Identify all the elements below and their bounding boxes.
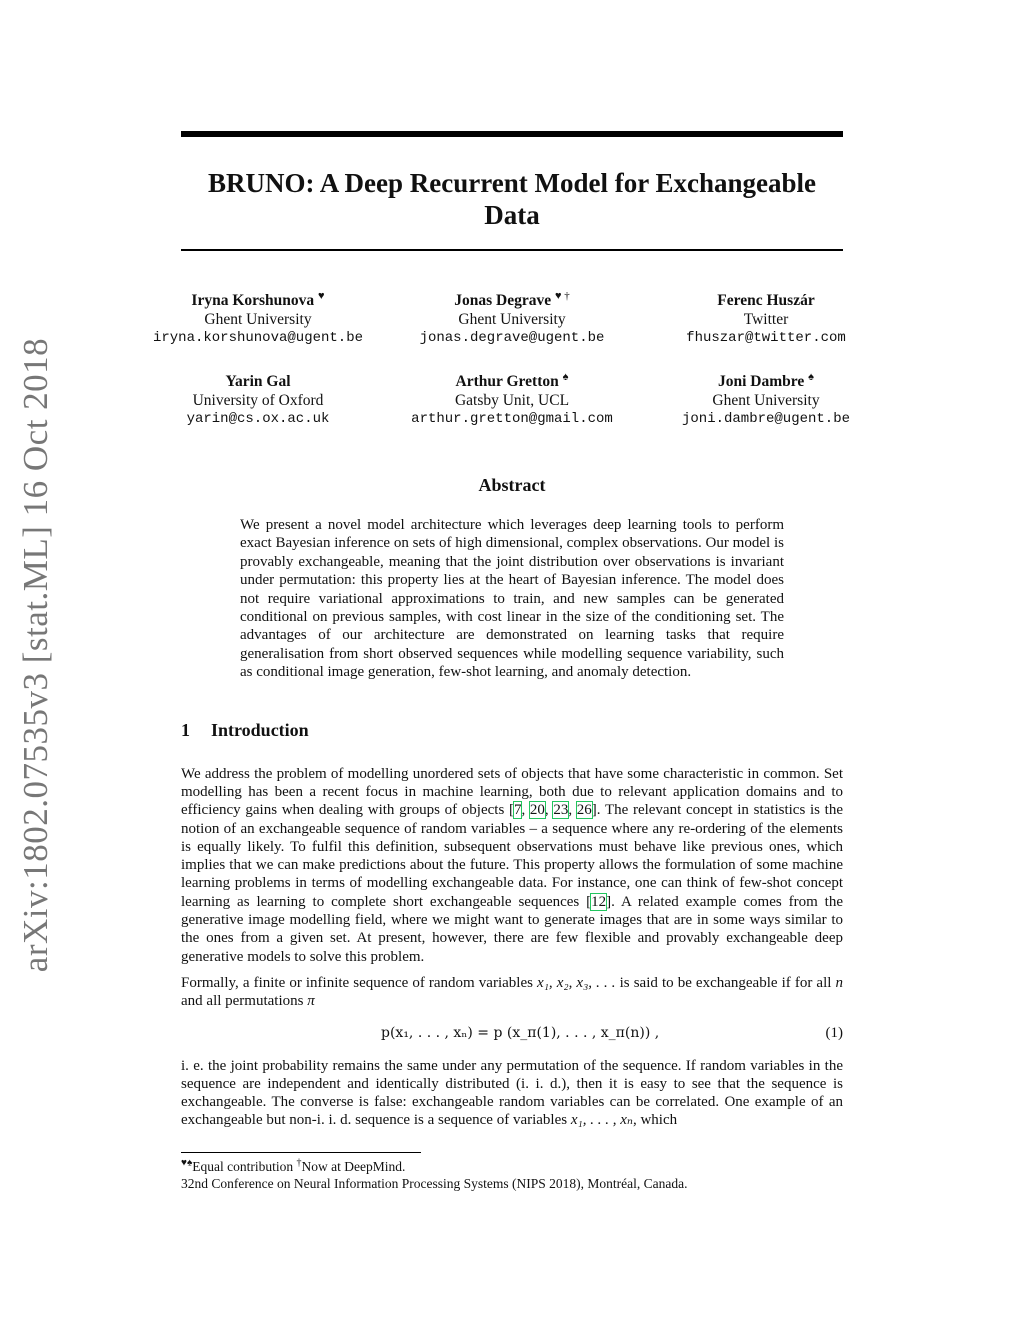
author-affiliation: Gatsby Unit, UCL	[454, 392, 570, 409]
author-affiliation: Twitter	[743, 311, 789, 328]
math-inline: x₁, . . . , xₙ	[570, 1112, 633, 1129]
author-mark: ♠	[808, 370, 814, 383]
author-mark: ♥ †	[554, 289, 570, 302]
author-email[interactable]: arthur.gretton@gmail.com	[411, 411, 613, 427]
text-run: We address the problem of modelling unordered sets of objects that have some characteristic in common. Set modelling has been a recent focus in machine learning, both due to relevant application domains and to efficiency gains when dealing with groups of objects [	[181, 765, 843, 819]
author-affiliation: Ghent University	[712, 392, 820, 409]
footnote-venue: 32nd Conference on Neural Information Processing Systems (NIPS 2018), Montréal, Canada.	[181, 1175, 688, 1191]
author-row	[152, 289, 846, 348]
title-rule-bottom	[181, 249, 843, 251]
citation-link[interactable]: 23	[553, 802, 569, 819]
abstract-text: We present a novel model architecture which leverages deep learning tools to perform exact Bayesian inference on sets of high dimensional, complex observations. Our model is provably exchangeable, meaning that the joint distribution over observations is invariant under permutation: this property lies at the heart of Bayesian inference. The model does not require variational approximations to train, and new samples can be generated conditional on previous samples, with cost linear in the size of the conditioning set. The advantages of our architecture are demonstrated on learning tasks that require generalisation from short observed sequences while modelling sequence variability, such as conditional image generation, few-shot learning, and anomaly detection.	[240, 517, 784, 681]
math-inline: π	[307, 993, 315, 1010]
math-inline: n	[835, 974, 843, 991]
section-number: 1	[181, 719, 190, 740]
abstract-heading: Abstract	[478, 475, 546, 495]
author-mark: ♠	[562, 370, 569, 383]
author-mark: ♥	[318, 289, 325, 302]
author-affiliation: Ghent University	[204, 311, 312, 328]
author-card	[646, 291, 886, 348]
citation-link[interactable]: 12	[591, 893, 607, 910]
author-email[interactable]: joni.dambre@ugent.be	[681, 411, 851, 427]
citation-link[interactable]: 7	[513, 802, 522, 819]
footnote-rule	[181, 1152, 421, 1153]
author-name: Jonas Degrave	[454, 292, 552, 309]
author-affiliation: Ghent University	[458, 311, 566, 328]
equation-expression: p(x₁, . . . , xₙ) = p (x_π(1), . . . , x_π(n)) ,	[381, 1024, 660, 1041]
equation-number: (1)	[825, 1024, 843, 1041]
intro-paragraph-3	[181, 1057, 843, 1130]
intro-paragraph-2	[181, 974, 843, 1011]
text-run: is said to be exchangeable if for all	[615, 974, 836, 991]
text-run: ]. A related example comes from the generative image modelling field, where we might want to generate images that are in some ways similar to the ones from a given set. At present, however, there are few flexible and provably exchangeable deep generative models to solve this problem.	[181, 893, 843, 965]
text-run: , which	[632, 1112, 678, 1129]
author-name: Iryna Korshunova	[191, 292, 315, 309]
author-email[interactable]: jonas.degrave@ugent.be	[419, 330, 605, 346]
footnote-text: Equal contribution	[192, 1158, 297, 1174]
author-name: Arthur Gretton	[455, 373, 559, 390]
title-rule-top	[181, 131, 843, 137]
author-block	[152, 289, 851, 429]
citation-link[interactable]: 20	[529, 802, 545, 819]
author-card	[646, 372, 886, 429]
author-card	[392, 291, 632, 348]
author-email[interactable]: yarin@cs.ox.ac.uk	[186, 411, 330, 427]
paper-page	[152, 131, 851, 1192]
dagger-symbol: †	[296, 1157, 302, 1169]
author-card	[138, 372, 378, 429]
author-card	[138, 291, 378, 348]
author-name: Joni Dambre	[718, 373, 805, 390]
footnote-equal-contribution	[181, 1158, 843, 1175]
footnote-text: Now at DeepMind.	[301, 1158, 406, 1174]
author-name: Yarin Gal	[225, 373, 291, 390]
author-email[interactable]: fhuszar@twitter.com	[686, 330, 846, 346]
text-run: ]. The relevant concept in statistics is the notion of an exchangeable sequence of random variables – a sequence where any re-ordering of the elements is equally likely. To fulfil this definition, subsequent observations must behave like previous ones, which implies that we can make predictions about the future. This property allows the formulation of some machine learning problems in terms of modelling exchangeable data. For instance, one can think of few-shot concept learning as learning to complete short exchangeable sequences [	[181, 802, 843, 910]
author-row	[181, 370, 851, 429]
math-inline: x₁, x₂, x₃, . . .	[537, 974, 616, 991]
section-heading-introduction	[181, 720, 843, 741]
text-run: and all permutations	[181, 993, 308, 1010]
arxiv-identifier-text: arXiv:1802.07535v3 [stat.ML] 16 Oct 2018	[16, 337, 55, 973]
footnotes	[181, 1158, 843, 1192]
equation-1	[181, 1025, 843, 1047]
text-run: i. e. the joint probability remains the same under any permutation of the sequence. If random variables in the sequence are independent and identically distributed (i. i. d.), then it is easy to see that the sequence is exchangeable. The converse is false: exchangeable random variables can be correlated. One example of an exchangeable but non-i. i. d. sequence is a sequence of variables	[181, 1057, 843, 1129]
text-run: Formally, a finite or infinite sequence of random variables	[181, 974, 538, 991]
author-card	[392, 372, 632, 429]
author-name: Ferenc Huszár	[717, 292, 815, 309]
citation-link[interactable]: 26	[576, 802, 592, 819]
arxiv-identifier-stamp	[14, 337, 58, 973]
intro-paragraph-1: We address the problem of modelling unordered sets of objects that have some characteristic in common. Set modelling has been a recent focus in machine learning, both due to relevant application domains and to efficiency gains when dealing with groups of objects [7, 20, 23, 26]. The relevant concept in statistics is the notion of an exchangeable sequence of random variables – a sequence where any re-ordering of the elements is equally likely. To fulfil this definition, subsequent observations must behave like previous ones, which implies that we can make predictions about the future. This property allows the formulation of some machine learning problems in terms of modelling exchangeable data. For instance, one can think of few-shot concept learning as learning to complete short exchangeable sequences [12]. A related example comes from the generative image modelling field, where we might want to generate images that are in some ways similar to the ones from a given set. At present, however, there are few flexible and provably exchangeable deep generative models to solve this problem.	[181, 765, 843, 965]
footnote-symbols: ♥♠	[181, 1157, 193, 1169]
paper-title: BRUNO: A Deep Recurrent Model for Exchangeable Data	[208, 168, 816, 230]
section-title: Introduction	[211, 719, 309, 740]
author-email[interactable]: iryna.korshunova@ugent.be	[152, 330, 364, 346]
author-affiliation: University of Oxford	[192, 392, 324, 409]
